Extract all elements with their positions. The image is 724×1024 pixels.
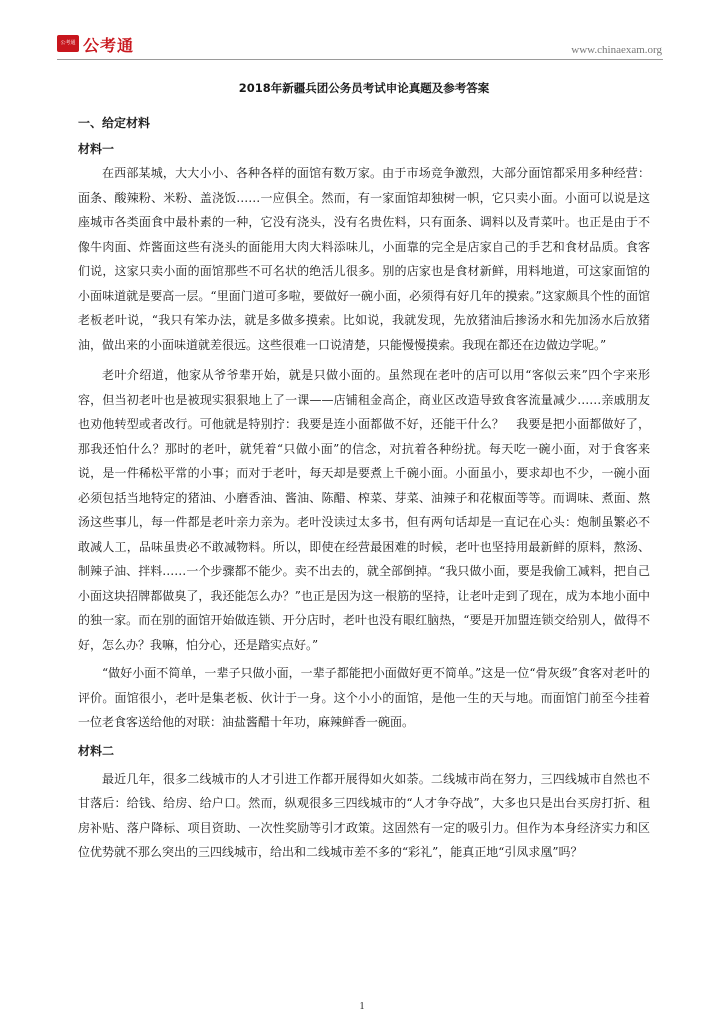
material-2-heading: 材料二 [78,743,115,758]
page-header [0,0,724,62]
header-divider [57,59,663,60]
material-1-paragraph: “做好小面不简单，一辈子只做小面，一辈子都能把小面做好更不简单。”这是一位“骨灰级”食客对老叶的评价。面馆很小，老叶是集老板、伙计于一身。这个小小的面馆，是他一生的天与地。而面馆门前至今挂着一位老食客送给他的对联：油盐酱醋十年功，麻辣鲜香一碗面。 [78,666,650,729]
material-1-paragraph: 在西部某城，大大小小、各种各样的面馆有数万家。由于市场竞争激烈，大部分面馆都采用多种经营：面条、酸辣粉、米粉、盖浇饭……一应俱全。然而，有一家面馆却独树一帜，它只卖小面。小面可以说是这座城市各类面食中最朴素的一种，它没有浇头，没有名贵佐料，只有面条、调料以及青菜叶。也正是由于不像牛肉面、炸酱面这些有浇头的面能用大肉大料添味儿，小面靠的完全是店家自己的手艺和食材品质。食客们说，这家只卖小面的面馆那些不可名状的绝活儿很多。别的店家也是食材新鲜，用料地道，可这家面馆的小面味道就是要高一层。“里面门道可多啦，要做好一碗小面，必须得有好几年的摸索。”这家颇具个性的面馆老板老叶说，“我只有笨办法，就是多做多摸索。比如说，我就发现，先放猪油后掺汤水和先加汤水后放猪油，做出来的小面味道就差很远。这些很难一口说清楚，只能慢慢摸索。我现在都还在边做边学呢。” [78,166,650,352]
material-1-paragraph: 老叶介绍道，他家从爷爷辈开始，就是只做小面的。虽然现在老叶的店可以用“客似云来”四个字来形容，但当初老叶也是被现实狠狠地上了一课——店铺租金高企，商业区改造导致食客流量减少……亲戚朋友也劝他转型或者改行。可他就是特别拧：我要是连小面都做不好，还能干什么？ 我要是把小面都做好了，那我还怕什么？那时的老叶，就凭着“只做小面”的信念，对抗着各种纷扰。每天吃一碗小面，对于食客来说，是一件稀松平常的小事；而对于老叶，每天却是要煮上千碗小面。小面虽小，要求却也不少，一碗小面必须包括当地特定的猪油、小磨香油、酱油、陈醋、榨菜、芽菜、油辣子和花椒面等等。而调味、煮面、熬汤这些事儿，每一件都是老叶亲力亲为。老叶没读过太多书，但有两句话却是一直记在心头：炮制虽繁必不敢减人工，品味虽贵必不敢减物料。所以，即使在经营最困难的时候，老叶也坚持用最新鲜的原料，熬汤、制辣子油、拌料……一个步骤都不能少。卖不出去的，就全部倒掉。“我只做小面，要是我偷工减料，把自己小面这块招牌都做臭了，我还能怎么办？”也正是因为这一根筋的坚持，让老叶走到了现在，成为本地小面中的独一家。而在别的面馆开始做连锁、开分店时，老叶也没有眼红脑热，“要是开加盟连锁交给别人，做得不好，怎么办？我嘛，怕分心，还是踏实点好。” [78,368,650,652]
logo-badge: 公考通 [57,35,79,52]
document-title: 2018年新疆兵团公务员考试申论真题及参考答案 [238,81,490,95]
site-url[interactable]: www.chinaexam.org [571,44,662,56]
page-number: 1 [359,1001,365,1012]
document-body [78,80,650,865]
material-1-heading: 材料一 [78,142,115,156]
logo-text: 公考通 [83,36,135,55]
material-2-paragraph: 最近几年，很多二线城市的人才引进工作都开展得如火如荼。二线城市尚在努力，三四线城市自然也不甘落后：给钱、给房、给户口。然而，纵观很多三四线城市的“人才争夺战”，大多也只是出台买房打折、租房补贴、落户降标、项目资助、一次性奖励等引才政策。这固然有一定的吸引力。但作为本身经济实力和区位优势就不那么突出的三四线城市，给出和二线城市差不多的“彩礼”，能真正地“引凤求凰”吗？ [78,771,650,859]
section-heading-given-materials: 一、给定材料 [78,116,151,130]
